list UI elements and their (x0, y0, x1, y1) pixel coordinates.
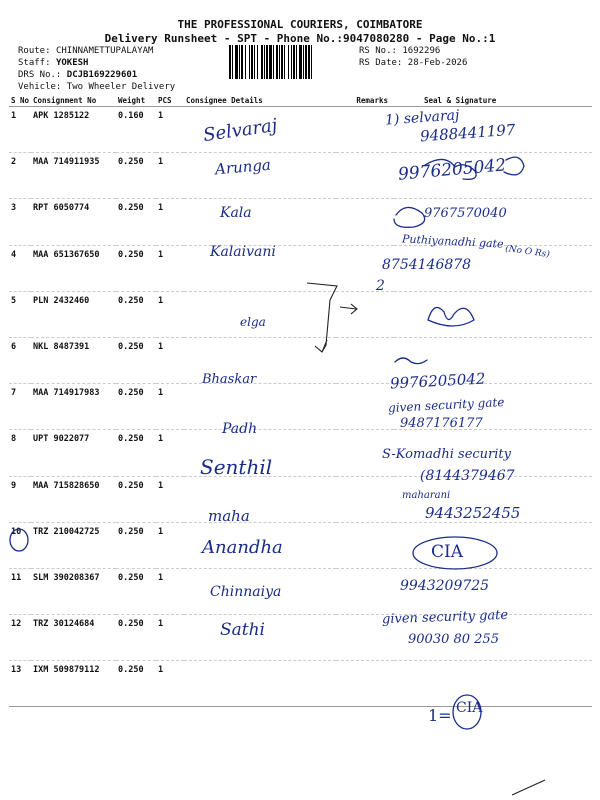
cell-pcs: 1 (156, 430, 184, 476)
col-signature: Seal & Signature (394, 94, 592, 107)
cell-signature (394, 661, 592, 707)
handwritten-note: 9487176177 (400, 416, 483, 431)
cell-sno: 1 (9, 107, 31, 153)
cell-sno: 11 (9, 568, 31, 614)
barcode-bar (239, 45, 240, 79)
vehicle-value: Two Wheeler Delivery (66, 82, 176, 92)
cell-pcs: 1 (156, 661, 184, 707)
barcode-bar (303, 45, 304, 79)
cell-consignee (184, 661, 336, 707)
cell-sno: 3 (9, 199, 31, 245)
cell-sno: 12 (9, 615, 31, 661)
cell-signature (394, 291, 592, 337)
handwritten-name: Padh (222, 421, 258, 437)
barcode-bar (241, 45, 243, 79)
staff-value: YOKESH (55, 58, 89, 68)
route-value: CHINNAMETTUPALAYAM (55, 46, 154, 56)
barcode-bar (288, 45, 289, 79)
cell-consignment: RPT 6050774 (31, 199, 116, 245)
cell-weight: 0.250 (116, 153, 156, 199)
handwritten-name: Chinnaiya (210, 584, 282, 600)
cell-sno: 6 (9, 337, 31, 383)
handwritten-note: 9976205042 (389, 369, 486, 393)
handwritten-note: maharani (402, 490, 451, 501)
cell-weight: 0.250 (116, 522, 156, 568)
cell-consignment: UPT 9022077 (31, 430, 116, 476)
cell-pcs: 1 (156, 153, 184, 199)
cell-signature (394, 522, 592, 568)
cell-weight: 0.250 (116, 615, 156, 661)
handwritten-note: CIA (456, 700, 483, 716)
cell-remarks (336, 568, 394, 614)
cell-consignment: NKL 8487391 (31, 337, 116, 383)
handwritten-name: Anandha (202, 537, 283, 558)
handwritten-note: 9976205042 (397, 155, 507, 185)
rs-date-value: 28-Feb-2026 (407, 58, 468, 68)
barcode-bar (291, 45, 292, 79)
cell-weight: 0.250 (116, 199, 156, 245)
handwritten-note: (No O Rs) (504, 243, 551, 261)
barcode-bar (279, 45, 280, 79)
table-row (9, 291, 592, 337)
barcode-bar (276, 45, 278, 79)
drs-label: DRS No.: (18, 70, 62, 80)
handwritten-name: Arunga (214, 155, 272, 179)
handwritten-note: 1= (428, 706, 452, 725)
cell-pcs: 1 (156, 522, 184, 568)
barcode-bar (299, 45, 302, 79)
col-consignment: Consignment No (31, 94, 116, 107)
barcode-bar (232, 45, 233, 79)
cell-weight: 0.250 (116, 568, 156, 614)
barcode-bar (261, 45, 263, 79)
cell-weight: 0.250 (116, 337, 156, 383)
cell-pcs: 1 (156, 337, 184, 383)
rs-no-line (359, 46, 440, 56)
cell-consignee (184, 476, 336, 522)
handwritten-note: Puthiyanadhi gate (401, 232, 504, 251)
handwritten-note: 8754146878 (382, 257, 472, 273)
company-title: THE PROFESSIONAL COURIERS, COIMBATORE (177, 18, 423, 31)
handwritten-note: given security gate (381, 607, 509, 628)
staff-label: Staff: (18, 58, 51, 68)
cell-remarks (336, 337, 394, 383)
barcode-bar (273, 45, 274, 79)
cell-weight: 0.250 (116, 476, 156, 522)
col-remarks: Remarks (336, 94, 394, 107)
cell-remarks (336, 476, 394, 522)
cell-sno: 8 (9, 430, 31, 476)
cell-weight: 0.250 (116, 384, 156, 430)
cell-pcs: 1 (156, 384, 184, 430)
cell-consignee (184, 199, 336, 245)
cell-weight: 0.250 (116, 291, 156, 337)
barcode (229, 45, 355, 79)
col-pcs: PCS (156, 94, 184, 107)
cell-consignment: MAA 714917983 (31, 384, 116, 430)
cell-remarks (336, 153, 394, 199)
vehicle-line (18, 82, 175, 92)
route-label: Route: (18, 46, 51, 56)
handwritten-note: 9443252455 (425, 504, 521, 522)
cell-pcs: 1 (156, 245, 184, 291)
cell-consignment: MAA 714911935 (31, 153, 116, 199)
cell-consignee (184, 384, 336, 430)
handwritten-note: 9488441197 (419, 120, 516, 146)
cell-sno: 13 (9, 661, 31, 707)
cell-consignment: APK 1285122 (31, 107, 116, 153)
cell-consignment: SLM 390208367 (31, 568, 116, 614)
barcode-bar (257, 45, 258, 79)
pen-stroke (512, 780, 545, 795)
handwritten-note: 9767570040 (424, 206, 507, 221)
cell-weight: 0.250 (116, 245, 156, 291)
barcode-bar (264, 45, 265, 79)
staff-line (18, 58, 88, 68)
cell-remarks (336, 291, 394, 337)
cell-consignment: PLN 2432460 (31, 291, 116, 337)
cell-sno: 4 (9, 245, 31, 291)
cell-weight: 0.250 (116, 661, 156, 707)
table-row (9, 661, 592, 707)
barcode-bar (245, 45, 246, 79)
handwritten-note: S-Komadhi security (382, 447, 511, 462)
cell-consignment: TRZ 30124684 (31, 615, 116, 661)
barcode-bar (235, 45, 238, 79)
barcode-bar (251, 45, 253, 79)
handwritten-name: Bhaskar (202, 372, 257, 387)
handwritten-name: elga (240, 315, 266, 329)
barcode-bar (254, 45, 255, 79)
handwritten-name: Kala (220, 205, 252, 221)
cell-sno: 5 (9, 291, 31, 337)
cell-consignment: IXM 509879112 (31, 661, 116, 707)
handwritten-note: 1) selvaraj (384, 107, 460, 129)
cell-pcs: 1 (156, 568, 184, 614)
barcode-bar (266, 45, 268, 79)
route-line (18, 46, 153, 56)
cell-sno: 10 (9, 522, 31, 568)
cell-sno: 2 (9, 153, 31, 199)
barcode-bar (305, 45, 307, 79)
drs-line (18, 70, 137, 80)
cell-pcs: 1 (156, 107, 184, 153)
cell-pcs: 1 (156, 199, 184, 245)
handwritten-note: 9943209725 (400, 578, 490, 594)
table-row (9, 522, 592, 568)
rs-no-label: RS No.: (359, 46, 397, 56)
handwritten-note: 90030 80 255 (408, 632, 499, 647)
rs-date-line (359, 58, 467, 68)
barcode-bar (229, 45, 231, 79)
barcode-bar (311, 45, 312, 79)
cell-consignment: MAA 651367650 (31, 245, 116, 291)
handwritten-note: CIA (431, 542, 463, 562)
runsheet-subtitle: Delivery Runsheet - SPT - Phone No.:9047080280 - Page No.:1 (104, 32, 496, 45)
handwritten-name: maha (208, 507, 250, 525)
barcode-bar (296, 45, 297, 79)
barcode-bar (293, 45, 295, 79)
barcode-bar (284, 45, 285, 79)
cell-remarks (336, 661, 394, 707)
drs-value: DCJB169229601 (66, 70, 138, 80)
table-row (9, 337, 592, 383)
rs-date-label: RS Date: (359, 58, 403, 68)
handwritten-note: 2 (376, 278, 385, 294)
cell-pcs: 1 (156, 476, 184, 522)
rs-no-value: 1692296 (402, 46, 441, 56)
vehicle-label: Vehicle: (18, 82, 62, 92)
cell-sno: 7 (9, 384, 31, 430)
handwritten-note: given security gate (387, 394, 505, 416)
cell-remarks (336, 384, 394, 430)
barcode-bar (281, 45, 283, 79)
col-sno: S No (11, 95, 30, 105)
col-consignee: Consignee Details (184, 94, 336, 107)
handwritten-name: Kalaivani (210, 244, 276, 260)
cell-weight: 0.160 (116, 107, 156, 153)
cell-consignment: TRZ 210042725 (31, 522, 116, 568)
barcode-bar (269, 45, 272, 79)
barcode-bar (249, 45, 250, 79)
cell-remarks (336, 522, 394, 568)
cell-pcs: 1 (156, 291, 184, 337)
cell-remarks (336, 199, 394, 245)
cell-pcs: 1 (156, 615, 184, 661)
handwritten-note: (8144379467 (420, 468, 515, 484)
handwritten-name: Senthil (200, 455, 273, 479)
col-weight: Weight (116, 94, 156, 107)
cell-weight: 0.250 (116, 430, 156, 476)
barcode-bar (308, 45, 310, 79)
handwritten-name: Sathi (220, 620, 265, 640)
table-header-row (9, 94, 592, 107)
cell-sno: 9 (9, 476, 31, 522)
handwritten-name: Selvaraj (201, 114, 279, 147)
cell-consignment: MAA 715828650 (31, 476, 116, 522)
